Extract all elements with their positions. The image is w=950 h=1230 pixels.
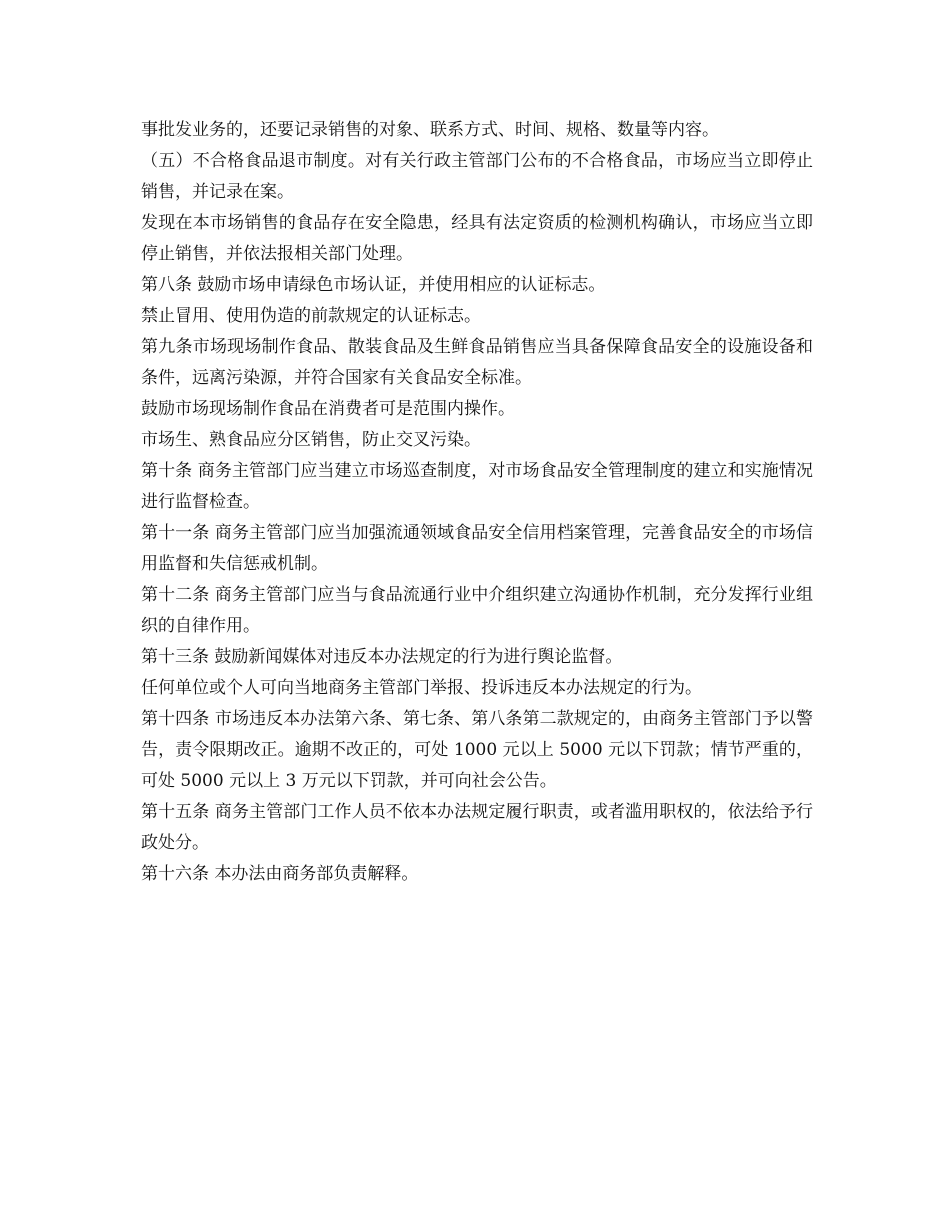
paragraph-1: 事批发业务的，还要记录销售的对象、联系方式、时间、规格、数量等内容。 xyxy=(141,120,719,140)
paragraph-14: 第十四条 市场违反本办法第六条、第七条、第八条第二款规定的，由商务主管部门予以警告，责令限期改正。逾期不改正的，可处 1000 元以上 5000 元以下罚款；情节严重的，可处 5000 元以上 3 万元以下罚款，并可向社会公告。 xyxy=(141,709,813,791)
paragraph-4: 第八条 鼓励市场申请绿色市场认证，并使用相应的认证标志。 xyxy=(141,275,606,295)
paragraph-9: 第十条 商务主管部门应当建立市场巡查制度，对市场食品安全管理制度的建立和实施情况进行监督检查。 xyxy=(141,461,813,512)
paragraph-13: 任何单位或个人可向当地商务主管部门举报、投诉违反本办法规定的行为。 xyxy=(141,678,702,698)
paragraph-3: 发现在本市场销售的食品存在安全隐患，经具有法定资质的检测机构确认，市场应当立即停止销售，并依法报相关部门处理。 xyxy=(141,213,813,264)
paragraph-15: 第十五条 商务主管部门工作人员不依本办法规定履行职责，或者滥用职权的，依法给予行政处分。 xyxy=(141,802,813,853)
paragraph-5: 禁止冒用、使用伪造的前款规定的认证标志。 xyxy=(141,306,481,326)
paragraph-8: 市场生、熟食品应分区销售，防止交叉污染。 xyxy=(141,430,481,450)
paragraph-12: 第十三条 鼓励新闻媒体对违反本办法规定的行为进行舆论监督。 xyxy=(141,647,623,667)
paragraph-7: 鼓励市场现场制作食品在消费者可是范围内操作。 xyxy=(141,399,515,419)
paragraph-16: 第十六条 本办法由商务部负责解释。 xyxy=(141,864,419,884)
paragraph-2: （五）不合格食品退市制度。对有关行政主管部门公布的不合格食品，市场应当立即停止销售，并记录在案。 xyxy=(141,151,813,202)
paragraph-6: 第九条市场现场制作食品、散装食品及生鲜食品销售应当具备保障食品安全的设施设备和条件，远离污染源，并符合国家有关食品安全标准。 xyxy=(141,337,813,388)
paragraph-10: 第十一条 商务主管部门应当加强流通领域食品安全信用档案管理，完善食品安全的市场信用监督和失信惩戒机制。 xyxy=(141,523,813,574)
paragraph-11: 第十二条 商务主管部门应当与食品流通行业中介组织建立沟通协作机制，充分发挥行业组织的自律作用。 xyxy=(141,585,813,636)
document-body xyxy=(141,115,813,890)
